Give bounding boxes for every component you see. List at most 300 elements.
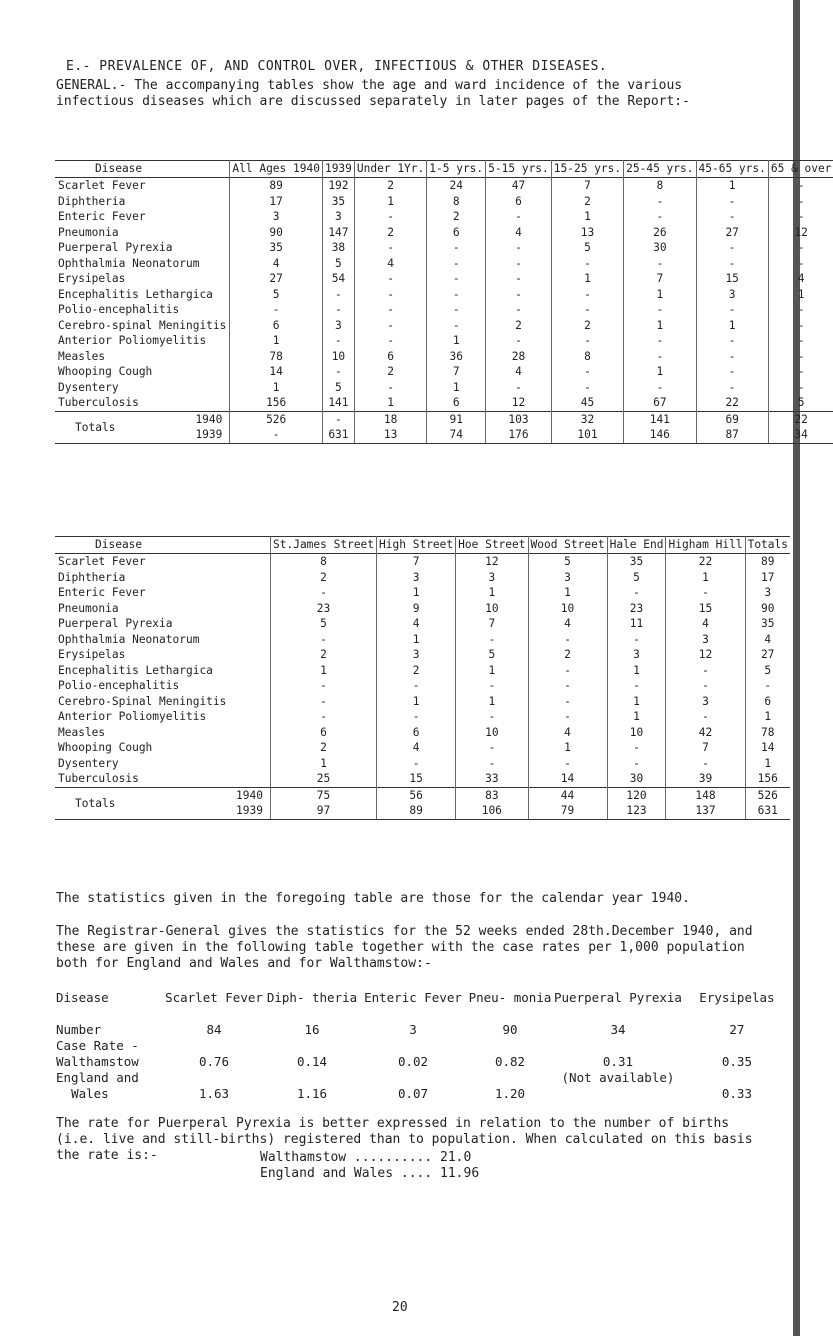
totals-label: 1939: [55, 803, 271, 819]
cell-value: -: [745, 678, 790, 694]
cell-value: -: [551, 302, 623, 318]
header-column: St.James Street: [271, 537, 377, 554]
table-row: [55, 333, 833, 349]
header-column: Totals: [745, 537, 790, 554]
table-row: [55, 647, 790, 663]
cell-value: -: [354, 287, 426, 303]
cell-value: 2: [551, 194, 623, 210]
cell-value: -: [354, 302, 426, 318]
header-column: 45-65 yrs.: [696, 161, 768, 178]
cell-value: -: [322, 333, 354, 349]
cell-value: 6: [427, 225, 486, 241]
cell-value: 5: [745, 663, 790, 679]
cell-value: -: [486, 240, 552, 256]
cell-value: 15: [696, 271, 768, 287]
cell-value: 54: [322, 271, 354, 287]
cell-value: 1: [607, 694, 666, 710]
cell-value: 12: [456, 554, 528, 570]
table-row: [55, 663, 790, 679]
totals-value: 146: [624, 427, 696, 443]
cell-value: 3: [322, 318, 354, 334]
cell-value: -: [271, 632, 377, 648]
cell-value: 1: [354, 194, 426, 210]
cell-value: -: [624, 333, 696, 349]
cell-value: -: [768, 194, 833, 210]
table-row: [55, 570, 790, 586]
totals-value: 97: [271, 803, 377, 819]
cell-value: -: [768, 380, 833, 396]
cell-value: 4: [354, 256, 426, 272]
header-column: High Street: [377, 537, 456, 554]
cell-value: -: [607, 632, 666, 648]
england-rate: 0.33: [721, 1086, 752, 1101]
cell-value: -: [696, 333, 768, 349]
disease-name: Puerperal Pyrexia: [58, 617, 173, 630]
cell-value: 5: [607, 570, 666, 586]
rate-line: Walthamstow .......... 21.0: [260, 1150, 472, 1165]
disease-name: Pneumonia: [58, 601, 119, 615]
totals-value: 526: [745, 787, 790, 803]
cell-value: -: [486, 287, 552, 303]
cell-value: 78: [745, 725, 790, 741]
cell-value: 30: [607, 771, 666, 787]
cell-value: 1: [456, 694, 528, 710]
cell-value: 13: [551, 225, 623, 241]
cell-value: 1: [456, 663, 528, 679]
cell-value: -: [551, 287, 623, 303]
cell-value: 14: [230, 364, 323, 380]
comparison-col: Enteric Fever: [364, 990, 462, 1005]
cell-value: -: [456, 740, 528, 756]
cell-value: -: [768, 178, 833, 194]
totals-value: 106: [456, 803, 528, 819]
ward-incidence-table: [55, 536, 790, 820]
disease-name: Encephalitis Lethargica: [58, 663, 213, 677]
cell-value: -: [696, 302, 768, 318]
header-column: Under 1Yr.: [354, 161, 426, 178]
cell-value: -: [322, 364, 354, 380]
cell-value: -: [528, 694, 607, 710]
cell-value: 11: [607, 616, 666, 632]
totals-value: 101: [551, 427, 623, 443]
totals-label: Totals 1940: [55, 787, 271, 803]
header-column: Hale End: [607, 537, 666, 554]
cell-value: 1: [528, 740, 607, 756]
cell-value: 67: [624, 395, 696, 411]
comparison-col: Diph- theria: [266, 990, 358, 1005]
cell-value: -: [551, 333, 623, 349]
cell-value: -: [427, 271, 486, 287]
header-column: 15-25 yrs.: [551, 161, 623, 178]
cell-value: -: [696, 194, 768, 210]
cell-value: -: [666, 585, 745, 601]
header-column: 65 & over: [768, 161, 833, 178]
disease-name: Whooping Cough: [58, 365, 153, 378]
cell-value: 15: [377, 771, 456, 787]
cell-value: -: [624, 380, 696, 396]
cell-value: 4: [745, 632, 790, 648]
table-row: [55, 756, 790, 772]
cell-value: -: [551, 256, 623, 272]
cell-value: 147: [322, 225, 354, 241]
cell-value: 8: [551, 349, 623, 365]
disease-name: Tuberculosis: [58, 772, 139, 785]
disease-name: Diphtheria: [58, 570, 126, 584]
cell-value: -: [768, 349, 833, 365]
totals-value: 123: [607, 803, 666, 819]
cell-value: 39: [666, 771, 745, 787]
cell-value: 14: [745, 740, 790, 756]
cell-value: 1: [745, 756, 790, 772]
totals-value: 137: [666, 803, 745, 819]
cell-value: 1: [377, 585, 456, 601]
cell-value: 78: [230, 349, 323, 365]
totals-value: 79: [528, 803, 607, 819]
cell-value: 5: [271, 616, 377, 632]
header-column: 1-5 yrs.: [427, 161, 486, 178]
cell-value: -: [624, 256, 696, 272]
cell-value: 17: [745, 570, 790, 586]
cell-value: -: [696, 209, 768, 225]
cell-value: 10: [607, 725, 666, 741]
cell-value: 89: [745, 554, 790, 570]
number-value: 84: [206, 1022, 222, 1037]
comparison-header-label: Disease: [56, 990, 109, 1005]
number-label: Number: [56, 1022, 102, 1037]
cell-value: -: [271, 709, 377, 725]
cell-value: -: [696, 256, 768, 272]
number-value: 90: [502, 1022, 518, 1037]
cell-value: 1: [624, 364, 696, 380]
cell-value: -: [271, 678, 377, 694]
cell-value: 7: [624, 271, 696, 287]
totals-value: -: [230, 427, 323, 443]
header-column: 5-15 yrs.: [486, 161, 552, 178]
table-row: [55, 601, 790, 617]
table-row: [55, 349, 833, 365]
cell-value: 2: [427, 209, 486, 225]
disease-name: Puerperal Pyrexia: [58, 241, 173, 254]
cell-value: 1: [427, 333, 486, 349]
cell-value: 7: [456, 616, 528, 632]
cell-value: -: [322, 287, 354, 303]
puerperal-rate-paragraph: The rate for Puerperal Pyrexia is better expressed in relation to the number of births (i.e. live and still-births) registered than to population. When calculated on this basis the rate is:-: [56, 1116, 753, 1163]
cell-value: -: [768, 318, 833, 334]
cell-value: 3: [456, 570, 528, 586]
cell-value: 12: [768, 225, 833, 241]
cell-value: 35: [230, 240, 323, 256]
cell-value: -: [486, 302, 552, 318]
table-row: [55, 240, 833, 256]
intro-paragraph: GENERAL.- The accompanying tables show the age and ward incidence of the various infectious diseases which are discussed separately in later pages of the Report:-: [56, 78, 690, 109]
cell-value: 1: [768, 287, 833, 303]
header-disease: Disease: [95, 162, 143, 175]
table-row: [55, 694, 790, 710]
cell-value: 4: [666, 616, 745, 632]
cell-value: 2: [271, 740, 377, 756]
table-row: [55, 380, 833, 396]
cell-value: -: [354, 318, 426, 334]
cell-value: 1: [696, 178, 768, 194]
cell-value: -: [666, 678, 745, 694]
cell-value: -: [427, 302, 486, 318]
registrar-general-paragraph: The Registrar-General gives the statistics for the 52 weeks ended 28th.December 1940, and these are given in the following table together with the case rates per 1,000 population both for England and Wales and for Walthamstow:-: [56, 924, 753, 971]
page-number: 20: [392, 1300, 408, 1315]
totals-value: 103: [486, 411, 552, 427]
cell-value: -: [427, 240, 486, 256]
comparison-col: Scarlet Fever: [165, 990, 263, 1005]
cell-value: -: [377, 678, 456, 694]
totals-value: 32: [551, 411, 623, 427]
comparison-england-row: [56, 1070, 792, 1102]
walthamstow-rate: 0.14: [296, 1054, 328, 1069]
cell-value: -: [377, 709, 456, 725]
disease-name: Tuberculosis: [58, 396, 139, 409]
disease-name: Erysipelas: [58, 648, 126, 661]
cell-value: 1: [607, 663, 666, 679]
comparison-col: Puerperal Pyrexia: [554, 990, 682, 1005]
cell-value: 5: [230, 287, 323, 303]
cell-value: 10: [322, 349, 354, 365]
table-row: [55, 725, 790, 741]
disease-name: Polio-encephalitis: [58, 679, 180, 692]
cell-value: -: [666, 756, 745, 772]
cell-value: 38: [322, 240, 354, 256]
disease-name: Enteric Fever: [58, 210, 146, 223]
disease-name: Anterior Poliomyelitis: [58, 710, 207, 723]
cell-value: -: [456, 756, 528, 772]
cell-value: 36: [427, 349, 486, 365]
cell-value: 3: [666, 694, 745, 710]
table-row: [55, 194, 833, 210]
cell-value: -: [456, 709, 528, 725]
totals-value: 34: [768, 427, 833, 443]
cell-value: -: [271, 694, 377, 710]
cell-value: -: [456, 678, 528, 694]
cell-value: -: [624, 349, 696, 365]
table-row: [55, 678, 790, 694]
disease-name: Scarlet Fever: [58, 179, 146, 192]
cell-value: -: [486, 333, 552, 349]
totals-value: 91: [427, 411, 486, 427]
cell-value: 4: [528, 725, 607, 741]
england-rate: 1.63: [198, 1086, 230, 1101]
number-value: 3: [409, 1022, 417, 1037]
disease-name: Diphtheria: [58, 194, 126, 208]
cell-value: 8: [427, 194, 486, 210]
cell-value: 5: [322, 380, 354, 396]
cell-value: -: [354, 380, 426, 396]
totals-label: 1939: [55, 427, 230, 443]
rate-line: England and Wales .... 11.96: [260, 1166, 480, 1181]
disease-name: Pneumonia: [58, 225, 119, 239]
cell-value: 10: [456, 725, 528, 741]
totals-value: 176: [486, 427, 552, 443]
cell-value: -: [768, 333, 833, 349]
cell-value: 1: [377, 694, 456, 710]
totals-value: 120: [607, 787, 666, 803]
section-title: E.- PREVALENCE OF, AND CONTROL OVER, INFECTIOUS & OTHER DISEASES.: [66, 59, 608, 74]
cell-value: 7: [427, 364, 486, 380]
cell-value: 6: [745, 694, 790, 710]
cell-value: 89: [230, 178, 323, 194]
cell-value: 27: [696, 225, 768, 241]
cell-value: -: [624, 194, 696, 210]
cell-value: 1: [745, 709, 790, 725]
cell-value: 2: [377, 663, 456, 679]
cell-value: 6: [486, 194, 552, 210]
cell-value: 42: [666, 725, 745, 741]
table-row: [55, 632, 790, 648]
cell-value: 6: [427, 395, 486, 411]
cell-value: -: [271, 585, 377, 601]
cell-value: -: [768, 256, 833, 272]
cell-value: -: [427, 318, 486, 334]
cell-value: -: [528, 756, 607, 772]
walthamstow-rate: 0.35: [721, 1054, 752, 1069]
cell-value: 192: [322, 178, 354, 194]
cell-value: 156: [745, 771, 790, 787]
cell-value: 6: [230, 318, 323, 334]
cell-value: 4: [486, 225, 552, 241]
table-row: [55, 318, 833, 334]
cell-value: -: [696, 349, 768, 365]
cell-value: 6: [271, 725, 377, 741]
cell-value: 4: [768, 271, 833, 287]
totals-value: 87: [696, 427, 768, 443]
totals-row: [55, 787, 790, 803]
cell-value: 2: [271, 647, 377, 663]
cell-value: -: [696, 364, 768, 380]
case-rate-comparison-table: [56, 990, 792, 1102]
cell-value: 4: [230, 256, 323, 272]
comparison-number-row: [56, 1006, 792, 1038]
cell-value: 1: [230, 333, 323, 349]
totals-value: 89: [377, 803, 456, 819]
cell-value: 2: [354, 178, 426, 194]
header-column: Hoe Street: [456, 537, 528, 554]
cell-value: 33: [456, 771, 528, 787]
cell-value: 28: [486, 349, 552, 365]
cell-value: -: [624, 302, 696, 318]
disease-name: Anterior Poliomyelitis: [58, 334, 207, 347]
table-row: [55, 302, 833, 318]
table-row: [55, 225, 833, 241]
cell-value: 5: [551, 240, 623, 256]
cell-value: 47: [486, 178, 552, 194]
cell-value: -: [322, 302, 354, 318]
cell-value: 1: [666, 570, 745, 586]
cell-value: -: [666, 709, 745, 725]
header-column: Wood Street: [528, 537, 607, 554]
cell-value: 90: [745, 601, 790, 617]
cell-value: 10: [528, 601, 607, 617]
cell-value: 12: [666, 647, 745, 663]
cell-value: 2: [486, 318, 552, 334]
walthamstow-label: Walthamstow: [56, 1054, 139, 1069]
number-value: 16: [304, 1022, 320, 1037]
cell-value: 1: [551, 209, 623, 225]
walthamstow-rate: 0.31: [602, 1054, 634, 1069]
walthamstow-rate: 0.76: [198, 1054, 230, 1069]
table-row: [55, 271, 833, 287]
cell-value: -: [696, 240, 768, 256]
cell-value: 4: [377, 616, 456, 632]
comparison-col: Erysipelas: [699, 990, 775, 1005]
disease-name: Dysentery: [58, 756, 119, 770]
cell-value: -: [768, 240, 833, 256]
table-row: [55, 178, 833, 194]
cell-value: -: [486, 209, 552, 225]
table-row: [55, 395, 833, 411]
cell-value: -: [456, 632, 528, 648]
cell-value: 141: [322, 395, 354, 411]
disease-name: Ophthalmia Neonatorum: [58, 632, 200, 646]
cell-value: -: [551, 364, 623, 380]
totals-value: 69: [696, 411, 768, 427]
england-label: England and Wales: [56, 1070, 139, 1101]
cell-value: 3: [230, 209, 323, 225]
cell-value: 23: [271, 601, 377, 617]
cell-value: 35: [745, 616, 790, 632]
disease-name: Dysentery: [58, 380, 119, 394]
totals-value: 18: [354, 411, 426, 427]
cell-value: -: [607, 678, 666, 694]
cell-value: 8: [271, 554, 377, 570]
cell-value: 1: [427, 380, 486, 396]
cell-value: 3: [607, 647, 666, 663]
cell-value: 5: [768, 395, 833, 411]
table-row: [55, 554, 790, 570]
cell-value: 1: [230, 380, 323, 396]
england-rate: 0.07: [397, 1086, 429, 1101]
cell-value: -: [551, 380, 623, 396]
england-rate: (Not available): [561, 1070, 675, 1085]
number-value: 27: [729, 1022, 745, 1037]
cell-value: 1: [696, 318, 768, 334]
header-column: 1939: [322, 161, 354, 178]
cell-value: 5: [322, 256, 354, 272]
cell-value: 1: [624, 287, 696, 303]
cell-value: -: [528, 663, 607, 679]
totals-value: 148: [666, 787, 745, 803]
disease-name: Ophthalmia Neonatorum: [58, 256, 200, 270]
disease-name: Enteric Fever: [58, 586, 146, 599]
cell-value: -: [354, 209, 426, 225]
totals-value: 44: [528, 787, 607, 803]
cell-value: 4: [377, 740, 456, 756]
cell-value: 26: [624, 225, 696, 241]
cell-value: 1: [607, 709, 666, 725]
cell-value: 3: [666, 632, 745, 648]
cell-value: 25: [271, 771, 377, 787]
puerperal-rates: [260, 1150, 479, 1182]
cell-value: 7: [377, 554, 456, 570]
england-rate: 1.16: [296, 1086, 328, 1101]
totals-row: [55, 803, 790, 819]
cell-value: 7: [666, 740, 745, 756]
cell-value: -: [354, 240, 426, 256]
cell-value: 22: [666, 554, 745, 570]
cell-value: 1: [551, 271, 623, 287]
totals-row: [55, 427, 833, 443]
disease-name: Cerebro-spinal Meningitis: [58, 318, 227, 332]
cell-value: 45: [551, 395, 623, 411]
table-row: [55, 256, 833, 272]
cell-value: 3: [528, 570, 607, 586]
cell-value: -: [486, 380, 552, 396]
table-row: [55, 740, 790, 756]
